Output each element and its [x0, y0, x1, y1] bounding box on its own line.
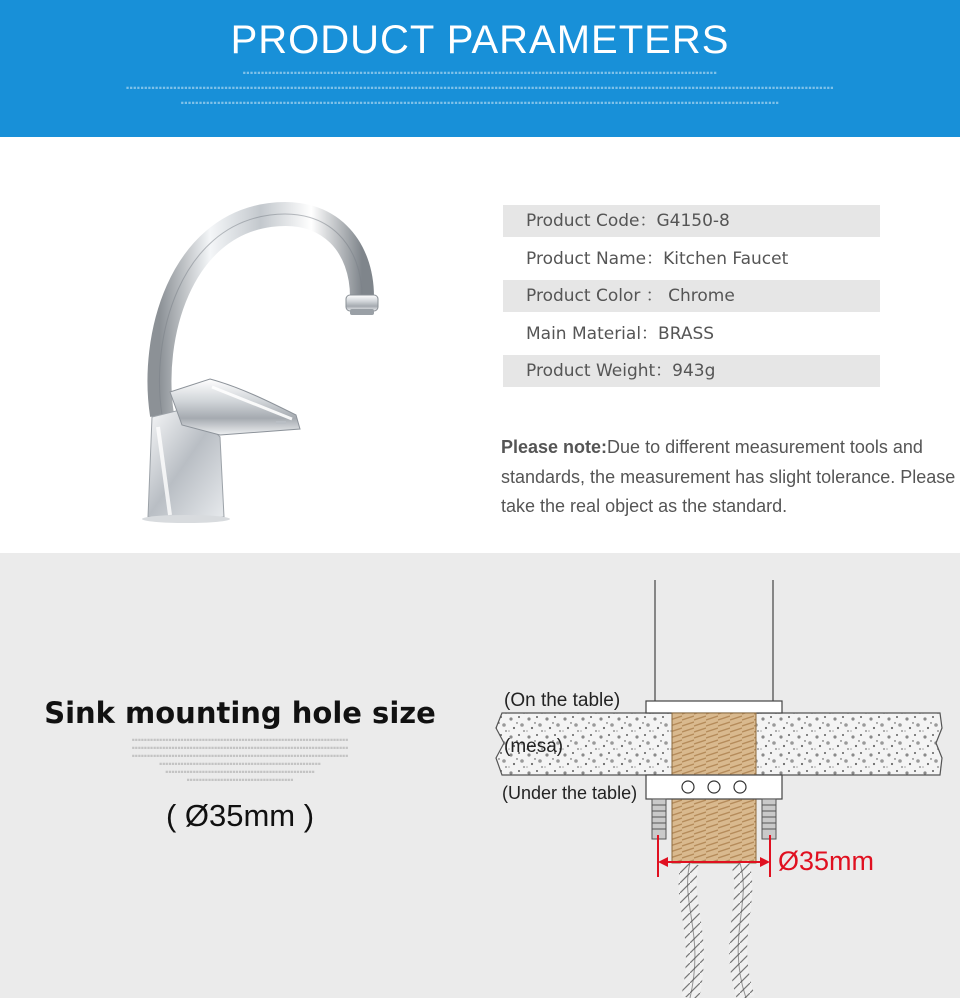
- note-label: Please note:: [501, 437, 608, 457]
- tolerance-note: [501, 433, 956, 522]
- mounting-title: Sink mounting hole size: [44, 696, 436, 730]
- label-mesa: (mesa): [504, 736, 564, 757]
- mounting-section: [0, 553, 960, 998]
- decorative-noise-text: ▪▪▪▪▪▪▪▪▪▪▪▪▪▪▪▪▪▪▪▪▪▪▪▪▪▪▪▪▪▪▪▪▪▪▪: [186, 778, 294, 783]
- spec-row-product-weight: Product Weight：943g: [503, 355, 880, 387]
- spec-row-main-material: Main Material：BRASS: [526, 323, 715, 344]
- spec-table: [503, 205, 880, 393]
- faucet-image: [100, 187, 420, 527]
- decorative-noise-text: ▪▪▪▪▪▪▪▪▪▪▪▪▪▪▪▪▪▪▪▪▪▪▪▪▪▪▪▪▪▪▪▪▪▪▪▪▪▪▪▪▪▪▪▪▪▪▪▪▪▪▪▪▪▪▪▪▪▪▪▪▪▪▪▪▪▪▪▪▪▪▪▪▪▪▪▪▪▪▪▪▪▪▪▪▪▪▪▪▪▪▪▪▪▪▪▪▪▪▪▪▪▪▪▪▪▪▪▪▪▪▪▪▪▪▪▪▪▪▪▪▪▪▪▪▪▪▪▪▪▪: [242, 71, 718, 76]
- decorative-noise-text: ▪▪▪▪▪▪▪▪▪▪▪▪▪▪▪▪▪▪▪▪▪▪▪▪▪▪▪▪▪▪▪▪▪▪▪▪▪▪▪▪▪▪▪▪▪▪▪▪▪▪▪▪▪▪▪▪▪▪▪▪▪▪▪▪▪▪▪▪▪▪▪: [131, 738, 349, 743]
- decorative-noise-text: ▪▪▪▪▪▪▪▪▪▪▪▪▪▪▪▪▪▪▪▪▪▪▪▪▪▪▪▪▪▪▪▪▪▪▪▪▪▪▪▪▪▪▪▪▪▪▪▪▪▪▪▪▪▪▪▪▪▪▪▪▪▪▪▪▪▪▪▪▪▪▪▪▪▪▪▪▪▪▪▪▪▪▪▪▪▪▪▪▪▪▪▪▪▪▪▪▪▪▪▪▪▪▪▪▪▪▪▪▪▪▪▪▪▪▪▪▪▪▪▪▪▪▪▪▪▪▪▪▪▪▪▪▪▪▪▪▪▪▪▪▪▪▪▪▪▪▪▪▪▪▪▪▪▪▪▪▪▪▪▪▪▪▪▪: [180, 101, 780, 106]
- decorative-noise-text: ▪▪▪▪▪▪▪▪▪▪▪▪▪▪▪▪▪▪▪▪▪▪▪▪▪▪▪▪▪▪▪▪▪▪▪▪▪▪▪▪▪▪▪▪▪▪▪▪▪▪▪▪▪▪▪▪▪▪▪▪▪▪▪▪▪▪▪▪▪▪▪: [131, 754, 349, 759]
- header-banner: [0, 0, 960, 137]
- decorative-noise-text: ▪▪▪▪▪▪▪▪▪▪▪▪▪▪▪▪▪▪▪▪▪▪▪▪▪▪▪▪▪▪▪▪▪▪▪▪▪▪▪▪▪▪▪▪▪▪▪▪▪▪▪▪▪▪▪▪▪▪▪▪▪▪▪▪▪▪▪▪▪▪▪▪▪▪▪▪▪▪▪▪▪▪▪▪▪▪▪▪▪▪▪▪▪▪▪▪▪▪▪▪▪▪▪▪▪▪▪▪▪▪▪▪▪▪▪▪▪▪▪▪▪▪▪▪▪▪▪▪▪▪▪▪▪▪▪▪▪▪▪▪▪▪▪▪▪▪▪▪▪▪▪▪▪▪▪▪▪▪▪▪▪▪▪▪▪▪▪▪▪▪▪▪▪▪▪▪▪▪▪▪▪▪▪▪▪▪▪▪▪▪▪▪▪▪: [125, 86, 835, 91]
- note-text: Due to different measurement tools and standards, the measurement has slight tolerance. Please take the real object as the standard.: [501, 437, 956, 516]
- dimension-label: Ø35mm: [778, 846, 875, 876]
- spec-row-product-color: Product Color ： Chrome: [503, 280, 880, 312]
- label-under-table: (Under the table): [502, 783, 638, 803]
- spec-row-product-code: Product Code：G4150-8: [503, 205, 880, 237]
- decorative-noise-text: ▪▪▪▪▪▪▪▪▪▪▪▪▪▪▪▪▪▪▪▪▪▪▪▪▪▪▪▪▪▪▪▪▪▪▪▪▪▪▪▪▪▪▪▪▪▪▪▪▪▪▪▪▪▪▪▪▪▪▪▪▪▪▪▪▪▪▪▪▪▪▪: [131, 746, 349, 751]
- product-section: [0, 137, 960, 553]
- decorative-noise-text: ▪▪▪▪▪▪▪▪▪▪▪▪▪▪▪▪▪▪▪▪▪▪▪▪▪▪▪▪▪▪▪▪▪▪▪▪▪▪▪▪▪▪▪▪▪▪▪▪▪▪▪▪▪: [159, 762, 321, 767]
- decorative-noise-text: ▪▪▪▪▪▪▪▪▪▪▪▪▪▪▪▪▪▪▪▪▪▪▪▪▪▪▪▪▪▪▪▪▪▪▪▪▪▪▪▪▪▪▪▪▪▪▪▪▪: [165, 770, 315, 775]
- mounting-diagram: [490, 553, 960, 998]
- page-title: PRODUCT PARAMETERS: [230, 18, 730, 62]
- mounting-diagram-graphic: [490, 553, 960, 998]
- spec-row-product-name: Product Name：Kitchen Faucet: [526, 248, 789, 269]
- label-on-table: (On the table): [504, 690, 621, 711]
- mounting-hole-size: ( Ø35mm ): [165, 798, 315, 833]
